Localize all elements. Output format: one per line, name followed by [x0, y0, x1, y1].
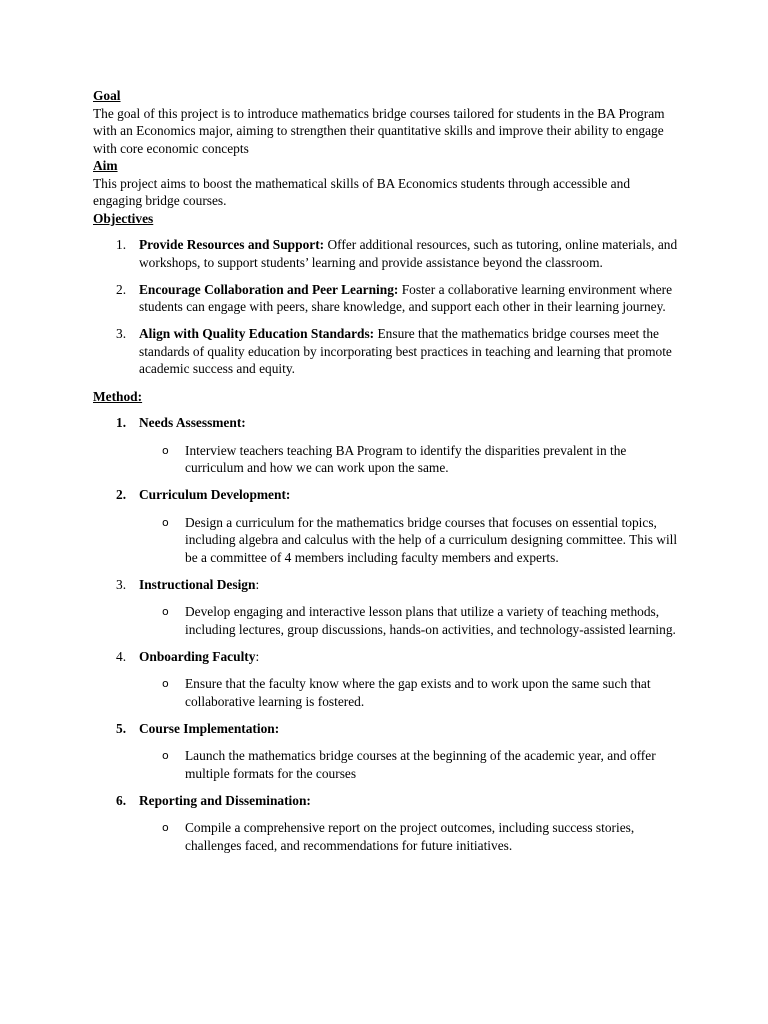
objective-text: Ensure that the mathematics bridge courses meet the standards of quality education by incorporating best practices in teaching and learning that promote academic success and equity.: [139, 326, 672, 376]
method-detail-item: [139, 747, 678, 782]
method-detail-item: [139, 442, 678, 477]
objective-number: 2.: [116, 281, 127, 297]
objective-item: [93, 236, 678, 271]
method-step: [93, 720, 678, 783]
method-step-number: 1.: [116, 415, 127, 430]
objective-text: Foster a collaborative learning environment where students can engage with peers, share knowledge, and support each other in their learning journey.: [139, 281, 673, 314]
method-step-title: Instructional Design: [139, 576, 256, 592]
objective-item: [93, 325, 678, 378]
method-detail-text: Develop engaging and interactive lesson plans that utilize a variety of teaching methods, including lectures, group discussions, hands-on activities, and technology-assisted learning.: [185, 604, 676, 637]
method-step-title: Course Implementation:: [139, 720, 280, 736]
method-step-title: Needs Assessment:: [139, 415, 246, 430]
circle-bullet-icon: o: [162, 749, 169, 762]
objective-number: 1.: [116, 237, 127, 252]
goal-heading: Goal: [93, 88, 121, 103]
method-heading: Method:: [93, 388, 143, 404]
method-detail-text: Compile a comprehensive report on the project outcomes, including success stories, challenges faced, and recommendations for future initiatives.: [185, 820, 635, 853]
method-step: [93, 576, 678, 639]
method-step-title: Reporting and Dissemination:: [139, 792, 311, 808]
method-step-title: Curriculum Development:: [139, 487, 291, 502]
aim-heading: Aim: [93, 158, 118, 173]
method-step-suffix: :: [255, 648, 260, 664]
circle-bullet-icon: o: [162, 821, 169, 834]
method-detail-item: [139, 514, 678, 567]
method-step-number: 6.: [116, 792, 127, 808]
objectives-heading: Objectives: [93, 210, 154, 226]
method-step-details: [139, 603, 678, 638]
method-step-details: [139, 819, 678, 854]
method-step: [93, 414, 678, 477]
method-step-details: [139, 747, 678, 782]
method-detail-text: Design a curriculum for the mathematics bridge courses that focuses on essential topics, including algebra and calculus with the help of a curriculum designing committee. This will be a committee of 4 members including faculty members and experts.: [185, 514, 678, 565]
circle-bullet-icon: o: [162, 443, 169, 457]
method-step-title: Onboarding Faculty: [139, 648, 256, 664]
method-step: [93, 486, 678, 566]
method-detail-item: [139, 675, 678, 710]
aim-text: This project aims to boost the mathematical skills of BA Economics students through accessible and engaging bridge courses.: [93, 175, 631, 208]
circle-bullet-icon: o: [162, 515, 169, 529]
method-step-details: [139, 514, 678, 567]
method-detail-item: [139, 603, 678, 638]
method-step-number: 2.: [116, 487, 127, 502]
circle-bullet-icon: o: [162, 677, 169, 690]
method-step-details: [139, 442, 678, 477]
method-step-suffix: :: [255, 576, 260, 592]
method-step: [93, 648, 678, 711]
method-list: [93, 414, 678, 854]
method-detail-item: [139, 819, 678, 854]
method-step-number: 5.: [116, 720, 127, 736]
objective-number: 3.: [116, 326, 127, 341]
objective-item: [93, 281, 678, 316]
method-detail-text: Interview teachers teaching BA Program to identify the disparities prevalent in the curriculum and how we can work upon the same.: [185, 442, 627, 475]
method-step: [93, 792, 678, 855]
objectives-list: [93, 236, 678, 378]
circle-bullet-icon: o: [162, 605, 169, 618]
objective-text: Offer additional resources, such as tutoring, online materials, and workshops, to support students’ learning and provide assistance beyond the classroom.: [139, 237, 678, 270]
method-step-number: 3.: [116, 576, 127, 592]
method-step-details: [139, 675, 678, 710]
objective-title: Align with Quality Education Standards:: [139, 326, 375, 341]
objective-title: Provide Resources and Support:: [139, 237, 325, 252]
method-step-number: 4.: [116, 648, 127, 664]
goal-text: The goal of this project is to introduce mathematics bridge courses tailored for students in the BA Program with an Economics major, aiming to strengthen their quantitative skills and improve their ability to engage with core economic concepts: [93, 105, 665, 156]
objective-title: Encourage Collaboration and Peer Learning:: [139, 281, 399, 297]
method-detail-text: Ensure that the faculty know where the gap exists and to work upon the same such that collaborative learning is fostered.: [185, 676, 651, 709]
method-detail-text: Launch the mathematics bridge courses at the beginning of the academic year, and offer multiple formats for the courses: [185, 748, 656, 781]
